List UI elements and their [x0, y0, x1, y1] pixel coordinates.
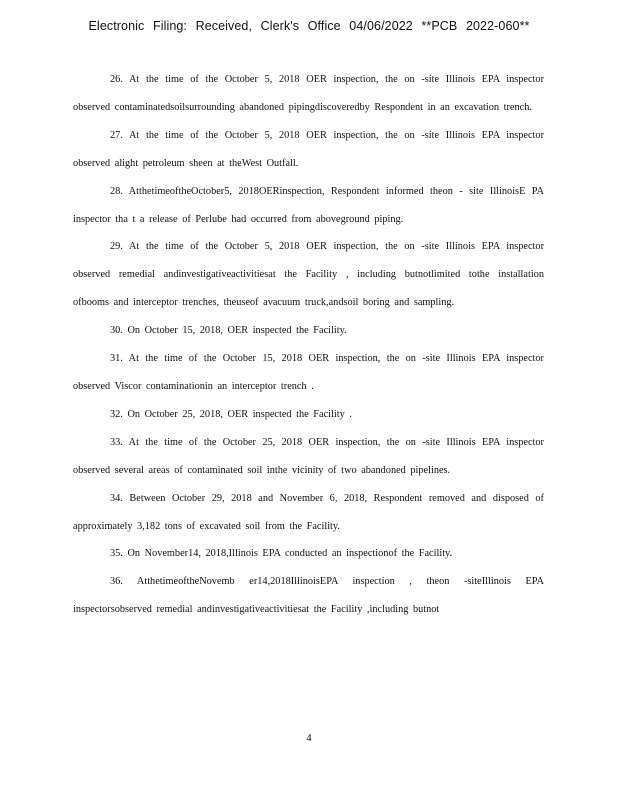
- paragraph-26: 26. At the time of the October 5, 2018 OER inspection, the on -site Illinois EPA inspector observed contaminatedsoilsurrounding abandoned pipingdiscoveredby Respondent in an excavation trench.: [73, 74, 544, 113]
- paragraph-30: 30. On October 15, 2018, OER inspected the Facility.: [110, 325, 347, 337]
- page-number: 4: [306, 733, 312, 744]
- paragraph-33: 33. At the time of the October 25, 2018 OER inspection, the on -site Illinois EPA inspector observed several areas of contaminated soil inthe vicinity of two abandoned pipelines.: [73, 436, 544, 476]
- paragraph-29: 29. At the time of the October 5, 2018 OER inspection, the on -site Illinois EPA inspector observed remedial andinvestigativeactivitiesat the Facility , including butnotlimited tothe installation ofbooms and interceptor trenches, theuseof avacuum truck,andsoil boring and sampling.: [73, 241, 544, 309]
- paragraph-31: 31. At the time of the October 15, 2018 OER inspection, the on -site Illinois EPA inspector observed Viscor contaminationin an interceptor trench .: [73, 353, 544, 392]
- paragraph-35: 35. On November14, 2018,Illinois EPA conducted an inspectionof the Facility.: [110, 548, 453, 560]
- filing-stamp-header: Electronic Filing: Received, Clerk's Office 04/06/2022 **PCB 2022-060**: [88, 19, 530, 33]
- paragraph-28: 28. AtthetimeoftheOctober5, 2018OERinspection, Respondent informed theon - site IllinoisE PA inspector tha t a release of Perlube had occurred from aboveground piping.: [73, 185, 544, 225]
- paragraph-27: 27. At the time of the October 5, 2018 OER inspection, the on -site Illinois EPA inspector observed alight petroleum sheen at theWest Outfall.: [73, 129, 544, 169]
- paragraph-36: 36. AtthetimeoftheNovemb er14,2018IllinoisEPA inspection , theon -siteIllinois EPA inspectorsobserved remedial andinvestigativeactivitiesat the Facility ,including butnot: [73, 576, 544, 616]
- document-body: [73, 66, 544, 624]
- paragraph-34: 34. Between October 29, 2018 and November 6, 2018, Respondent removed and disposed of approximately 3,182 tons of excavated soil from the Facility.: [73, 492, 544, 532]
- paragraph-32: 32. On October 25, 2018, OER inspected the Facility .: [110, 408, 352, 420]
